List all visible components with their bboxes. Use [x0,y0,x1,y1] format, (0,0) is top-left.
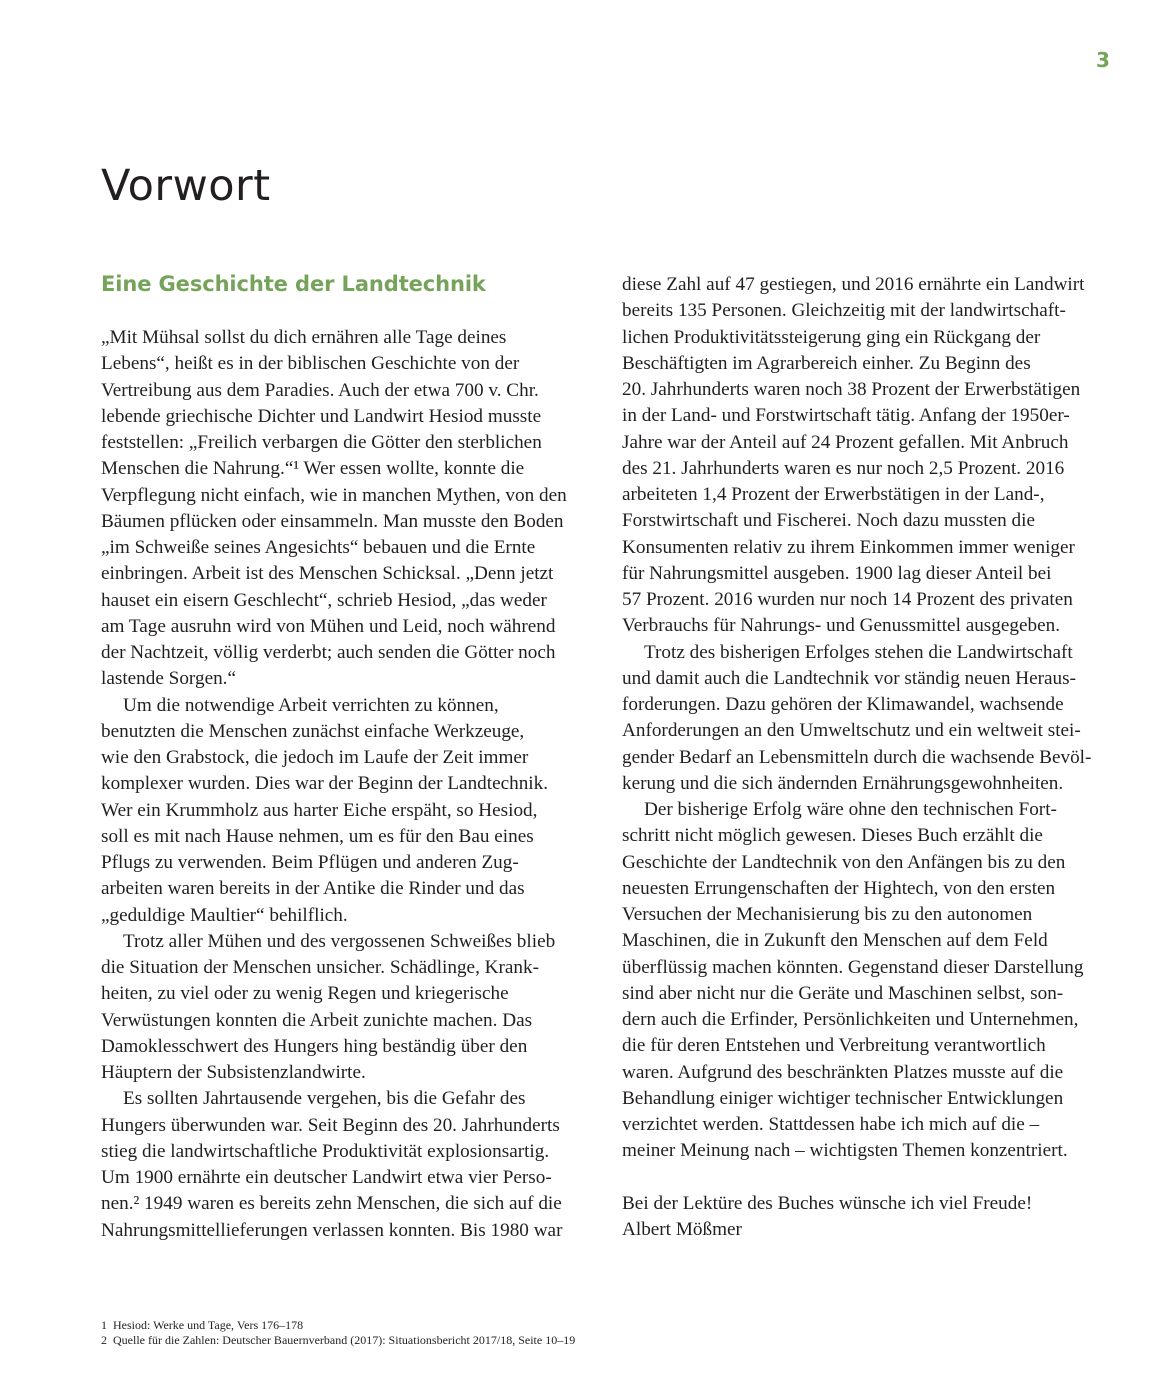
text-line: hauset ein eisern Geschlecht“, schrieb Hesiod, „das weder [101,589,547,611]
text-line: des 21. Jahrhunderts waren es nur noch 2,5 Prozent. 2016 [622,457,1065,479]
text-line: heiten, zu viel oder zu wenig Regen und kriegerische [101,983,509,1005]
text-line: Forstwirtschaft und Fischerei. Noch dazu mussten die [622,510,1035,532]
text-line: Jahre war der Anteil auf 24 Prozent gefallen. Mit Anbruch [622,431,1069,453]
text-line: Albert Mößmer [622,1219,742,1240]
text-line: in der Land- und Forstwirtschaft tätig. Anfang der 1950er- [622,405,1070,427]
footnote-text: Quelle für die Zahlen: Deutscher Bauernverband (2017): Situationsbericht 2017/18, Seite 10–19 [113,1333,576,1347]
text-line: feststellen: „Freilich verbargen die Götter den sterblichen [101,432,542,453]
text-line: kerung und die sich ändernden Ernährungsgewohnheiten. [622,772,1064,794]
text-line: am Tage ausruhn wird von Mühen und Leid, noch während [101,615,556,637]
text-line: Bei der Lektüre des Buches wünsche ich viel Freude! [622,1192,1033,1214]
text-line: Trotz des bisherigen Erfolges stehen die Landwirtschaft [644,641,1073,663]
footnote-text: Hesiod: Werke und Tage, Vers 176–178 [113,1318,304,1332]
text-line: Häuptern der Subsistenzlandwirte. [101,1062,366,1083]
text-line: Anforderungen an den Umweltschutz und ein weltweit stei- [622,720,1081,742]
text-line: Der bisherige Erfolg wäre ohne den technischen Fort- [644,799,1057,820]
text-line: waren. Aufgrund des beschränkten Platzes musste auf die [622,1061,1064,1083]
text-line: und damit auch die Landtechnik vor ständig neuen Heraus- [622,667,1076,689]
text-line: komplexer wurden. Dies war der Beginn der Landtechnik. [101,773,549,795]
text-line: „geduldige Maultier“ behilflich. [101,904,348,926]
text-line: nen.² 1949 waren es bereits zehn Menschen, die sich auf die [101,1193,562,1215]
section-title: Eine Geschichte der Landtechnik [101,272,486,296]
text-line: meiner Meinung nach – wichtigsten Themen konzentriert. [622,1140,1068,1162]
text-line: Menschen die Nahrung.“¹ Wer essen wollte, konnte die [101,458,525,480]
text-line: Verwüstungen konnten die Arbeit zunichte machen. Das [101,1009,533,1031]
text-line: stieg die landwirtschaftliche Produktivität explosionsartig. [101,1140,550,1162]
text-line: Behandlung einiger wichtiger technischer Entwicklungen [622,1087,1064,1109]
chapter-title: Vorwort [101,161,271,211]
text-line: diese Zahl auf 47 gestiegen, und 2016 ernährte ein Landwirt [622,274,1085,295]
text-line: Maschinen, die in Zukunft den Menschen auf dem Feld [622,930,1048,952]
text-line: „im Schweiße seines Angesichts“ bebauen und die Ernte [101,537,536,558]
text-line: Damoklesschwert des Hungers hing beständig über den [101,1035,528,1057]
text-line: Wer ein Krummholz aus harter Eiche erspäht, so Hesiod, [101,799,538,821]
text-line: Beschäftigten im Agrarbereich einher. Zu Beginn des [622,352,1031,374]
text-line: der Nachtzeit, völlig verderbt; auch senden die Götter noch [101,642,556,663]
text-line: dern auch die Erfinder, Persönlichkeiten und Unternehmen, [622,1009,1079,1030]
text-line: forderungen. Dazu gehören der Klimawandel, wachsende [622,694,1064,715]
text-line: die für deren Entstehen und Verbreitung verantwortlich [622,1035,1046,1057]
text-line: Versuchen der Mechanisierung bis zu den autonomen [622,904,1033,925]
footnote-number: 2 [101,1333,107,1347]
text-line: Verbrauchs für Nahrungs- und Genussmittel ausgegeben. [622,615,1060,637]
text-line: Nahrungsmittellieferungen verlassen konnten. Bis 1980 war [101,1219,563,1241]
text-line: Um 1900 ernährte ein deutscher Landwirt etwa vier Perso- [101,1167,552,1188]
text-line: überflüssig machen könnten. Gegenstand dieser Darstellung [622,956,1084,978]
text-line: schritt nicht möglich gewesen. Dieses Buch erzählt die [622,825,1043,847]
left-column [101,325,601,1244]
text-line: die Situation der Menschen unsicher. Schädlinge, Krank- [101,957,540,978]
text-line: Vertreibung aus dem Paradies. Auch der etwa 700 v. Chr. [101,379,539,401]
text-line: für Nahrungsmittel ausgeben. 1900 lag dieser Anteil bei [622,562,1052,584]
text-line: lastende Sorgen.“ [101,668,236,690]
text-line: einbringen. Arbeit ist des Menschen Schicksal. „Denn jetzt [101,563,554,585]
footnote [101,1318,575,1333]
text-line: 20. Jahrhunderts waren noch 38 Prozent der Erwerbstätigen [622,379,1081,400]
text-line: bereits 135 Personen. Gleichzeitig mit der landwirtschaft- [622,300,1066,322]
footnote [101,1333,575,1348]
right-column [622,272,1122,1243]
text-line: sind aber nicht nur die Geräte und Maschinen selbst, son- [622,982,1064,1004]
text-line: Um die notwendige Arbeit verrichten zu können, [123,694,499,716]
text-line: Geschichte der Landtechnik von den Anfängen bis zu den [622,851,1066,873]
text-line: lebende griechische Dichter und Landwirt Hesiod musste [101,405,542,427]
text-line: Lebens“, heißt es in der biblischen Geschichte von der [101,353,520,375]
text-line: lichen Produktivitätssteigerung ging ein Rückgang der [622,326,1041,348]
text-line: Es sollten Jahrtausende vergehen, bis die Gefahr des [123,1088,526,1110]
text-line: Pflugs zu verwenden. Beim Pflügen und anderen Zug- [101,852,519,873]
text-line: benutzten die Menschen zunächst einfache Werkzeuge, [101,720,525,742]
text-line: Konsumenten relativ zu ihrem Einkommen immer weniger [622,536,1075,558]
footnote-number: 1 [101,1318,107,1332]
text-line: Verpflegung nicht einfach, wie in manchen Mythen, von den [101,484,567,506]
text-line: gender Bedarf an Lebensmitteln durch die wachsende Bevöl- [622,746,1092,768]
text-line: wie den Grabstock, die jedoch im Laufe der Zeit immer [101,747,529,768]
text-line: neuesten Errungenschaften der Hightech, von den ersten [622,877,1056,899]
footnotes [101,1318,575,1348]
text-line: Bäumen pflücken oder einsammeln. Man musste den Boden [101,510,564,532]
text-line: „Mit Mühsal sollst du dich ernähren alle Tage deines [101,327,507,348]
text-line: 57 Prozent. 2016 wurden nur noch 14 Prozent des privaten [622,589,1073,610]
page-number: 3 [1096,48,1110,72]
text-line: soll es mit nach Hause nehmen, um es für den Bau eines [101,825,534,847]
text-line: Hungers überwunden war. Seit Beginn des 20. Jahrhunderts [101,1114,560,1136]
blank-line [622,1165,1122,1191]
text-line: Trotz aller Mühen und des vergossenen Schweißes blieb [123,930,556,952]
text-line: arbeiteten 1,4 Prozent der Erwerbstätigen in der Land-, [622,484,1045,505]
text-line: arbeiten waren bereits in der Antike die Rinder und das [101,878,525,900]
text-line: verzichtet werden. Stattdessen habe ich mich auf die – [622,1114,1040,1135]
